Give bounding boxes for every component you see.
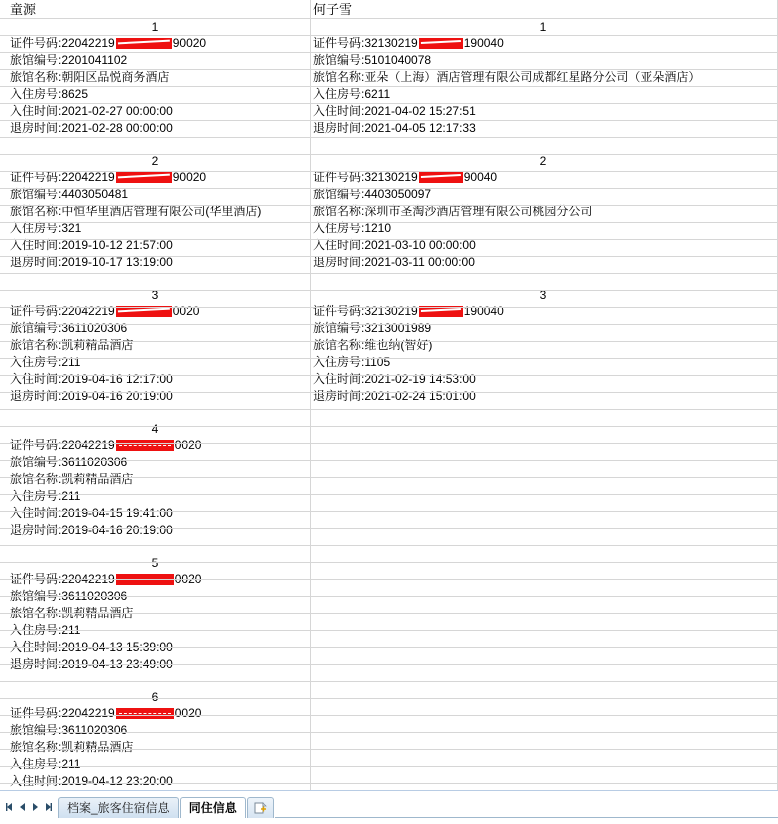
owner-name-left: 童源 — [10, 2, 37, 17]
left-person-column — [10, 0, 310, 824]
row-id-number: 证件号码:22042219 0020 — [10, 304, 200, 318]
row-check-out: 退房时间:2021-02-28 00:00:00 — [10, 121, 173, 135]
row-hotel-code: 旅馆编号:3611020306 — [10, 455, 128, 469]
grid-row-line — [0, 86, 778, 87]
stay-record — [10, 556, 310, 690]
row-room-number: 入住房号:8625 — [10, 87, 89, 101]
row-id-number: 证件号码:22042219 0020 — [10, 438, 202, 452]
row-hotel-name: 旅馆名称:凯莉精品酒店 — [10, 740, 134, 754]
tabbar-filler — [275, 796, 778, 818]
grid-row-line — [0, 477, 778, 478]
row-check-out: 退房时间:2019-10-17 13:19:00 — [10, 255, 173, 269]
grid-row-line — [0, 375, 778, 376]
row-check-in: 入住时间:2019-04-13 15:39:00 — [10, 640, 173, 654]
next-page-icon[interactable] — [30, 801, 41, 813]
row-id-number: 证件号码:32130219 190040 — [313, 304, 504, 318]
row-hotel-code: 旅馆编号:4403050097 — [313, 187, 432, 201]
row-room-number: 入住房号:211 — [10, 489, 81, 503]
stay-record — [313, 288, 778, 422]
row-check-in: 入住时间:2021-02-19 14:53:00 — [313, 372, 476, 386]
stay-record — [10, 20, 310, 154]
row-check-out: 退房时间:2021-04-05 12:17:33 — [313, 121, 476, 135]
grid-row-line — [0, 256, 778, 257]
grid-row-line — [0, 460, 778, 461]
grid-row-line — [0, 613, 778, 614]
redaction-bar — [419, 38, 463, 49]
grid-row-line — [0, 749, 778, 750]
grid-row-line — [0, 103, 778, 104]
row-hotel-name: 旅馆名称:凯莉精品酒店 — [10, 606, 134, 620]
row-id-number: 证件号码:22042219 0020 — [10, 572, 202, 586]
row-check-out: 退房时间:2019-04-13 23:49:00 — [10, 657, 173, 671]
row-check-in: 入住时间:2021-04-02 15:27:51 — [313, 104, 476, 118]
sheet-tab-bar[interactable] — [0, 790, 778, 818]
grid-row-line — [0, 290, 778, 291]
row-check-in: 入住时间:2019-10-12 21:57:00 — [10, 238, 173, 252]
row-check-out: 退房时间:2021-02-24 15:01:00 — [313, 389, 476, 403]
tab-nav-buttons[interactable] — [0, 801, 58, 818]
grid-row-line — [0, 596, 778, 597]
grid-row-line — [0, 579, 778, 580]
grid-row-line — [0, 392, 778, 393]
row-check-in: 入住时间:2019-04-16 12:17:00 — [10, 372, 173, 386]
grid-row-line — [0, 222, 778, 223]
row-hotel-code: 旅馆编号:5101040078 — [313, 53, 432, 67]
row-room-number: 入住房号:211 — [10, 355, 81, 369]
grid-row-line — [0, 545, 778, 546]
row-room-number: 入住房号:321 — [10, 221, 82, 235]
row-hotel-name: 旅馆名称:中恒华里酒店管理有限公司(华里酒店) — [10, 204, 262, 218]
record-spacer — [10, 539, 310, 556]
row-room-number: 入住房号:211 — [10, 623, 81, 637]
grid-row-line — [0, 783, 778, 784]
row-id-number: 证件号码:22042219 90020 — [10, 36, 207, 50]
row-hotel-name: 旅馆名称:深圳市圣淘沙酒店管理有限公司桃园分公司 — [313, 204, 593, 218]
grid-row-line — [0, 120, 778, 121]
record-spacer — [10, 137, 310, 154]
redaction-bar — [116, 440, 174, 451]
row-check-out: 退房时间:2019-04-16 20:19:00 — [10, 523, 173, 537]
grid-row-line — [0, 137, 778, 138]
row-room-number: 入住房号:6211 — [313, 87, 391, 101]
stay-record — [313, 20, 778, 154]
grid-row-line — [0, 35, 778, 36]
row-check-in: 入住时间:2021-03-10 00:00:00 — [313, 238, 476, 252]
stay-record — [10, 288, 310, 422]
stay-record — [10, 154, 310, 288]
row-check-in: 入住时间:2021-02-27 00:00:00 — [10, 104, 173, 118]
row-hotel-code: 旅馆编号:3213001989 — [313, 321, 432, 335]
row-check-in: 入住时间:2019-04-15 19:41:00 — [10, 506, 173, 520]
row-hotel-code: 旅馆编号:3611020306 — [10, 723, 128, 737]
grid-row-line — [0, 630, 778, 631]
row-id-number: 证件号码:22042219 0020 — [10, 706, 202, 720]
grid-row-line — [0, 341, 778, 342]
record-spacer — [10, 405, 310, 422]
row-check-out: 退房时间:2019-04-16 20:19:00 — [10, 389, 173, 403]
grid-row-line — [0, 647, 778, 648]
grid-row-line — [0, 698, 778, 699]
record-index: 6 — [151, 690, 159, 704]
record-spacer — [313, 405, 778, 422]
grid-row-line — [0, 324, 778, 325]
redaction-bar — [419, 172, 463, 183]
grid-row-line — [0, 732, 778, 733]
grid-row-line — [0, 358, 778, 359]
last-page-icon[interactable] — [43, 801, 54, 813]
grid-row-line — [0, 511, 778, 512]
grid-row-line — [0, 409, 778, 410]
record-spacer — [313, 137, 778, 154]
grid-row-line — [0, 171, 778, 172]
row-id-number: 证件号码:32130219 90040 — [313, 170, 498, 184]
record-index: 2 — [539, 154, 547, 168]
sheet-tab-0[interactable]: 档案_旅客住宿信息 — [58, 797, 179, 818]
row-check-in: 入住时间:2019-04-12 23:20:00 — [10, 774, 173, 788]
grid-row-line — [0, 681, 778, 682]
grid-row-line — [0, 528, 778, 529]
grid-row-line — [0, 273, 778, 274]
grid-row-line — [0, 18, 778, 19]
grid-row-line — [0, 52, 778, 53]
row-room-number: 入住房号:1210 — [313, 221, 392, 235]
record-index: 5 — [151, 556, 159, 570]
record-index: 2 — [151, 154, 159, 168]
grid-row-line — [0, 188, 778, 189]
column-divider — [310, 0, 311, 790]
grid-row-line — [0, 443, 778, 444]
row-hotel-code: 旅馆编号:3611020306 — [10, 589, 128, 603]
record-index: 3 — [151, 288, 159, 302]
row-room-number: 入住房号:1105 — [313, 355, 391, 369]
grid-row-line — [0, 766, 778, 767]
row-hotel-name: 旅馆名称:维也纳(智好) — [313, 338, 433, 352]
record-index: 1 — [151, 20, 159, 34]
grid-row-line — [0, 715, 778, 716]
grid-row-line — [0, 205, 778, 206]
row-hotel-code: 旅馆编号:2201041102 — [10, 53, 128, 67]
row-hotel-code: 旅馆编号:4403050481 — [10, 187, 129, 201]
first-page-icon[interactable] — [4, 801, 15, 813]
row-id-number: 证件号码:22042219 90020 — [10, 170, 207, 184]
record-index: 1 — [539, 20, 547, 34]
row-id-number: 证件号码:32130219 190040 — [313, 36, 504, 50]
redaction-bar — [116, 708, 174, 719]
grid-row-line — [0, 562, 778, 563]
stay-record — [313, 154, 778, 288]
row-hotel-name: 旅馆名称:凯莉精品酒店 — [10, 338, 134, 352]
redaction-bar — [116, 38, 172, 49]
owner-name-right: 何子雪 — [313, 2, 353, 17]
row-hotel-name: 旅馆名称:凯莉精品酒店 — [10, 472, 134, 486]
prev-page-icon[interactable] — [17, 801, 28, 813]
row-hotel-name: 旅馆名称:朝阳区品悦商务酒店 — [10, 70, 170, 84]
grid-row-line — [0, 664, 778, 665]
redaction-bar — [116, 172, 172, 183]
record-index: 4 — [151, 422, 159, 436]
grid-row-line — [0, 154, 778, 155]
record-index: 3 — [539, 288, 547, 302]
grid-row-line — [0, 69, 778, 70]
grid-row-line — [0, 307, 778, 308]
row-check-out: 退房时间:2021-03-11 00:00:00 — [313, 255, 475, 269]
row-hotel-name: 旅馆名称:亚朵（上海）酒店管理有限公司成都红星路分公司（亚朵酒店） — [313, 70, 701, 84]
grid-row-line — [0, 494, 778, 495]
grid-row-line — [0, 426, 778, 427]
grid-row-line — [0, 239, 778, 240]
row-room-number: 入住房号:211 — [10, 757, 81, 771]
sheet-tab-1[interactable]: 同住信息 — [180, 797, 246, 818]
row-hotel-code: 旅馆编号:3611020306 — [10, 321, 128, 335]
new-sheet-button[interactable] — [247, 797, 274, 818]
